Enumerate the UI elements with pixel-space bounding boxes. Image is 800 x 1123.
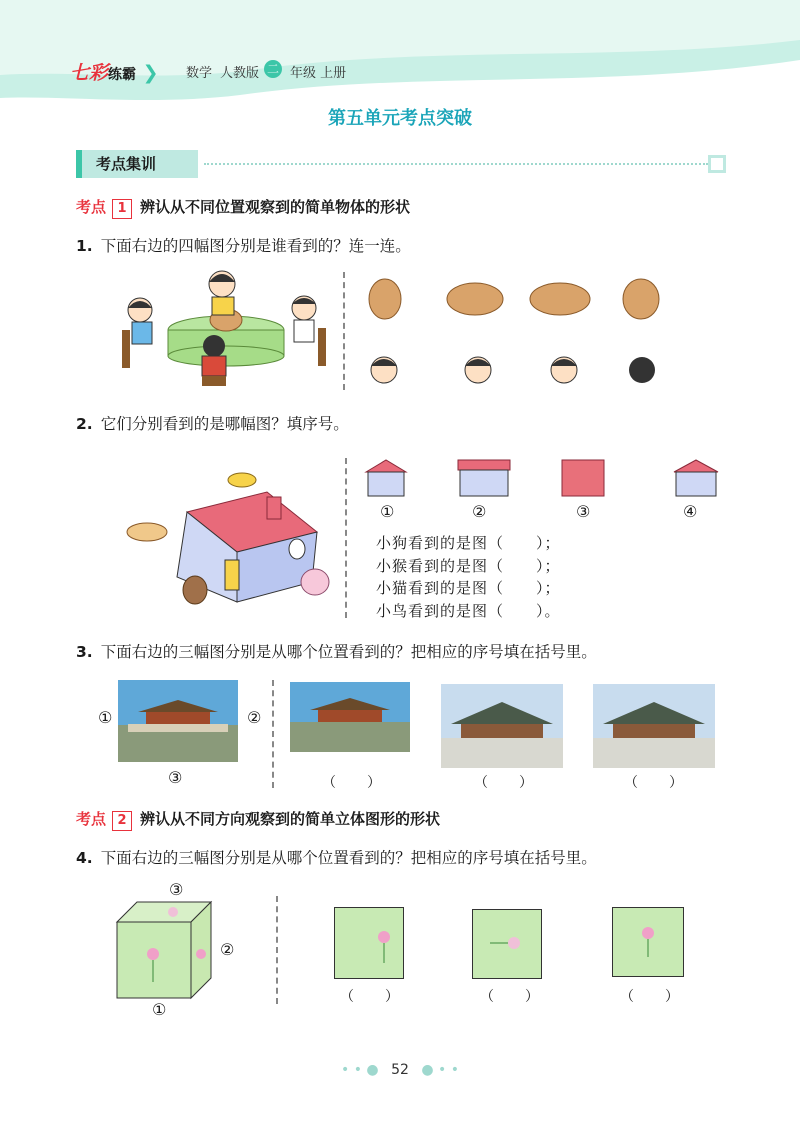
question-4: 4. 下面右边的三幅图分别是从哪个位置看到的？把相应的序号填在括号里。 (76, 849, 597, 867)
question-2: 2. 它们分别看到的是哪幅图？填序号。 (76, 415, 349, 433)
header-band (0, 0, 800, 100)
brand-logo: 七彩练霸 ❯ (70, 62, 159, 84)
q4-view-image-b (472, 909, 542, 979)
q4-cube (117, 902, 217, 1002)
q1-scene-illustration (118, 270, 333, 390)
q4-view-image-c (612, 907, 684, 977)
q3-divider (272, 680, 274, 788)
q4-pos-right: ② (220, 940, 235, 959)
q3-view-image-c (593, 684, 715, 768)
section-end-box (708, 155, 726, 173)
section-divider (204, 163, 708, 165)
header-subject: 数学 (186, 66, 213, 81)
q1-elephant-views (365, 274, 665, 324)
q3-blank-2[interactable]: （ ） (474, 775, 534, 791)
kaodian-2: 考点 2 辨认从不同方向观察到的简单立体图形的形状 (76, 808, 440, 831)
q2-label-1: ① (380, 502, 395, 521)
kaodian-1: 考点 1 辨认从不同位置观察到的简单物体的形状 (76, 196, 410, 219)
q3-pos-1: ① (98, 708, 113, 727)
q3-pos-2: ② (247, 708, 262, 727)
q2-answer-monkey[interactable]: 小猴看到的是图（ ）； (376, 556, 561, 575)
q3-view-image-a (290, 682, 410, 752)
q4-pos-top: ③ (169, 880, 184, 899)
q4-view-image-a (334, 907, 404, 979)
q4-blank-1[interactable]: （ ） (340, 989, 400, 1005)
q3-view-image-b (441, 684, 563, 768)
q2-answer-list (376, 532, 561, 622)
q2-label-3: ③ (576, 502, 591, 521)
q2-divider (345, 458, 347, 618)
q3-pos-3: ③ (168, 768, 183, 787)
q3-blank-1[interactable]: （ ） (322, 775, 382, 791)
q3-blank-3[interactable]: （ ） (624, 775, 684, 791)
q2-answer-dog[interactable]: 小狗看到的是图（ ）； (376, 534, 561, 552)
q2-house-scene (117, 462, 342, 612)
q3-reference-palace (118, 680, 238, 762)
grade-badge: 二 (264, 60, 282, 78)
header-grade: 年级 上册 (290, 66, 347, 81)
section-title: 考点集训 (76, 150, 198, 178)
q2-label-4: ④ (683, 502, 698, 521)
question-1: 1. 下面右边的四幅图分别是谁看到的？连一连。 (76, 237, 411, 255)
q4-blank-2[interactable]: （ ） (480, 989, 540, 1005)
page-footer: • • ● 52 ● • • (340, 1062, 459, 1078)
q2-answer-cat[interactable]: 小猫看到的是图（ ）； (376, 579, 561, 597)
q2-view-images (362, 458, 722, 498)
q1-divider (343, 272, 345, 390)
q4-blank-3[interactable]: （ ） (620, 989, 680, 1005)
q4-pos-front: ① (152, 1000, 167, 1019)
q2-answer-bird[interactable]: 小鸟看到的是图（ ）。 (376, 601, 561, 620)
header-edition: 人教版 (220, 66, 260, 81)
page-number: 52 (391, 1062, 409, 1078)
question-3: 3. 下面右边的三幅图分别是从哪个位置看到的？把相应的序号填在括号里。 (76, 643, 597, 661)
q1-child-faces (368, 350, 668, 390)
page-title: 第五单元考点突破 (328, 108, 472, 129)
q2-label-2: ② (472, 502, 487, 521)
q4-divider (276, 896, 278, 1004)
